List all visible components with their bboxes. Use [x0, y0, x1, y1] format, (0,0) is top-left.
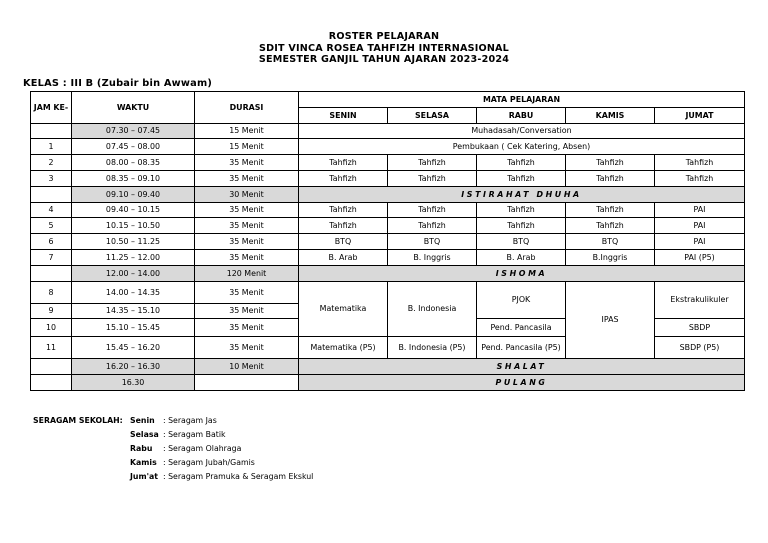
- table-row: [31, 155, 745, 171]
- activity-cell: Muhadasah/Conversation: [299, 123, 745, 139]
- header-title: ROSTER PELAJARAN: [328, 31, 440, 42]
- subject-cell: BTQ: [388, 234, 477, 250]
- jam-cell: 5: [31, 218, 72, 234]
- durasi-cell: 10 Menit: [195, 359, 299, 375]
- jam-cell: [31, 359, 72, 375]
- uniform-value: : Seragam Jas: [163, 416, 217, 425]
- break-cell: PULANG: [299, 375, 745, 391]
- subject-cell: B.Inggris: [566, 249, 655, 265]
- uniform-day: Selasa: [130, 430, 159, 439]
- waktu-cell: 11.25 – 12.00: [72, 249, 195, 265]
- jam-cell: 11: [31, 337, 72, 359]
- waktu-cell: 08.35 – 09.10: [72, 170, 195, 186]
- jam-cell: 9: [31, 303, 72, 319]
- subject-cell: B. Indonesia (P5): [388, 337, 477, 359]
- waktu-cell: 07.45 – 08.00: [72, 139, 195, 155]
- header-school: SDIT VINCA ROSEA TAHFIZH INTERNASIONAL: [259, 42, 509, 54]
- day-header-kamis: KAMIS: [566, 107, 655, 123]
- table-row: [31, 359, 745, 375]
- table-row: [31, 234, 745, 250]
- col-jam-header: JAM KE-: [31, 92, 72, 124]
- subject-cell: Tahfizh: [299, 155, 388, 171]
- subject-cell: Tahfizh: [299, 170, 388, 186]
- subject-cell-kamis: IPAS: [566, 281, 655, 359]
- durasi-cell: 35 Menit: [195, 281, 299, 303]
- subject-cell: Tahfizh: [655, 155, 745, 171]
- list-item: [130, 428, 390, 442]
- waktu-cell: 15.45 – 16.20: [72, 337, 195, 359]
- break-cell: ISHOMA: [299, 265, 745, 281]
- durasi-cell: 35 Menit: [195, 202, 299, 218]
- durasi-cell: 35 Menit: [195, 155, 299, 171]
- subject-cell: Tahfizh: [477, 202, 566, 218]
- subject-cell: Pend. Pancasila (P5): [477, 337, 566, 359]
- jam-cell: 8: [31, 281, 72, 303]
- durasi-cell: 35 Menit: [195, 170, 299, 186]
- subject-cell: Tahfizh: [477, 218, 566, 234]
- subject-cell: B. Inggris: [388, 249, 477, 265]
- subject-cell-senin: Matematika: [299, 281, 388, 337]
- waktu-cell: 10.15 – 10.50: [72, 218, 195, 234]
- durasi-cell: 15 Menit: [195, 139, 299, 155]
- subject-cell: BTQ: [299, 234, 388, 250]
- uniform-value: : Seragam Olahraga: [163, 444, 242, 453]
- waktu-cell: 09.40 – 10.15: [72, 202, 195, 218]
- table-row: [31, 265, 745, 281]
- subject-cell: PAI: [655, 202, 745, 218]
- table-header-row: [31, 92, 745, 108]
- col-waktu-header: WAKTU: [72, 92, 195, 124]
- waktu-cell: 12.00 – 14.00: [72, 265, 195, 281]
- waktu-cell: 08.00 – 08.35: [72, 155, 195, 171]
- break-cell: ISTIRAHAT DHUHA: [299, 186, 745, 202]
- col-mapel-header: MATA PELAJARAN: [299, 92, 745, 108]
- jam-cell: [31, 123, 72, 139]
- table-row: [31, 139, 745, 155]
- subject-cell: B. Arab: [299, 249, 388, 265]
- break-cell: SHALAT: [299, 359, 745, 375]
- subject-cell-jumat: SBDP: [655, 319, 745, 337]
- subject-cell: Tahfizh: [566, 170, 655, 186]
- jam-cell: 3: [31, 170, 72, 186]
- roster-table: [30, 91, 745, 391]
- subject-cell: Tahfizh: [299, 202, 388, 218]
- durasi-cell: 120 Menit: [195, 265, 299, 281]
- list-item: [130, 456, 390, 470]
- subject-cell: PAI: [655, 234, 745, 250]
- subject-cell: Tahfizh: [477, 170, 566, 186]
- table-row: [31, 249, 745, 265]
- jam-cell: 10: [31, 319, 72, 337]
- jam-cell: [31, 375, 72, 391]
- table-row: [31, 123, 745, 139]
- waktu-cell: 09.10 – 09.40: [72, 186, 195, 202]
- uniform-title: SERAGAM SEKOLAH:: [33, 416, 123, 425]
- durasi-cell: 35 Menit: [195, 337, 299, 359]
- waktu-cell: 07.30 – 07.45: [72, 123, 195, 139]
- waktu-cell: 10.50 – 11.25: [72, 234, 195, 250]
- subject-cell: Tahfizh: [655, 170, 745, 186]
- durasi-cell: 30 Menit: [195, 186, 299, 202]
- durasi-cell: [195, 375, 299, 391]
- uniform-day: Senin: [130, 416, 155, 425]
- jam-cell: [31, 186, 72, 202]
- subject-cell: Tahfizh: [477, 155, 566, 171]
- table-row: [31, 202, 745, 218]
- day-header-senin: SENIN: [299, 107, 388, 123]
- activity-cell: Pembukaan ( Cek Katering, Absen): [299, 139, 745, 155]
- subject-cell: BTQ: [477, 234, 566, 250]
- col-durasi-header: DURASI: [195, 92, 299, 124]
- table-row: [31, 218, 745, 234]
- table-row: [31, 170, 745, 186]
- subject-cell: SBDP (P5): [655, 337, 745, 359]
- day-header-jumat: JUMAT: [655, 107, 745, 123]
- list-item: [130, 414, 390, 428]
- jam-cell: 1: [31, 139, 72, 155]
- subject-cell: Tahfizh: [388, 202, 477, 218]
- uniform-list: [130, 414, 390, 484]
- subject-cell-jumat: Ekstrakulikuler: [655, 281, 745, 319]
- list-item: [130, 442, 390, 456]
- subject-cell: Tahfizh: [566, 202, 655, 218]
- jam-cell: [31, 265, 72, 281]
- uniform-value: : Seragam Batik: [163, 430, 226, 439]
- table-row: [31, 186, 745, 202]
- waktu-cell: 15.10 – 15.45: [72, 319, 195, 337]
- jam-cell: 6: [31, 234, 72, 250]
- class-label: KELAS : III B (Zubair bin Awwam): [23, 78, 213, 89]
- jam-cell: 2: [31, 155, 72, 171]
- table-row: [31, 281, 745, 303]
- uniform-day: Jum'at: [130, 472, 158, 481]
- jam-cell: 4: [31, 202, 72, 218]
- subject-cell: Tahfizh: [566, 155, 655, 171]
- durasi-cell: 35 Menit: [195, 234, 299, 250]
- durasi-cell: 35 Menit: [195, 249, 299, 265]
- durasi-cell: 35 Menit: [195, 319, 299, 337]
- jam-cell: 7: [31, 249, 72, 265]
- waktu-cell: 16.20 – 16.30: [72, 359, 195, 375]
- document-header: [0, 31, 768, 66]
- day-header-selasa: SELASA: [388, 107, 477, 123]
- durasi-cell: 35 Menit: [195, 218, 299, 234]
- subject-cell: Tahfizh: [388, 218, 477, 234]
- list-item: [130, 470, 390, 484]
- subject-cell-selasa: B. Indonesia: [388, 281, 477, 337]
- durasi-cell: 15 Menit: [195, 123, 299, 139]
- subject-cell: Tahfizh: [299, 218, 388, 234]
- subject-cell-rabu: Pend. Pancasila: [477, 319, 566, 337]
- subject-cell: Tahfizh: [388, 170, 477, 186]
- waktu-cell: 14.00 – 14.35: [72, 281, 195, 303]
- subject-cell: PAI: [655, 218, 745, 234]
- subject-cell: Tahfizh: [388, 155, 477, 171]
- uniform-day: Kamis: [130, 458, 157, 467]
- durasi-cell: 35 Menit: [195, 303, 299, 319]
- subject-cell-rabu: PJOK: [477, 281, 566, 319]
- day-header-rabu: RABU: [477, 107, 566, 123]
- subject-cell: PAI (P5): [655, 249, 745, 265]
- subject-cell: B. Arab: [477, 249, 566, 265]
- subject-cell: Tahfizh: [566, 218, 655, 234]
- uniform-value: : Seragam Jubah/Gamis: [163, 458, 255, 467]
- table-row: [31, 375, 745, 391]
- header-semester: SEMESTER GANJIL TAHUN AJARAN 2023-2024: [258, 54, 510, 65]
- subject-cell: BTQ: [566, 234, 655, 250]
- waktu-cell: 16.30: [72, 375, 195, 391]
- uniform-day: Rabu: [130, 444, 153, 453]
- subject-cell: Matematika (P5): [299, 337, 388, 359]
- waktu-cell: 14.35 – 15.10: [72, 303, 195, 319]
- uniform-value: : Seragam Pramuka & Seragam Ekskul: [163, 472, 314, 481]
